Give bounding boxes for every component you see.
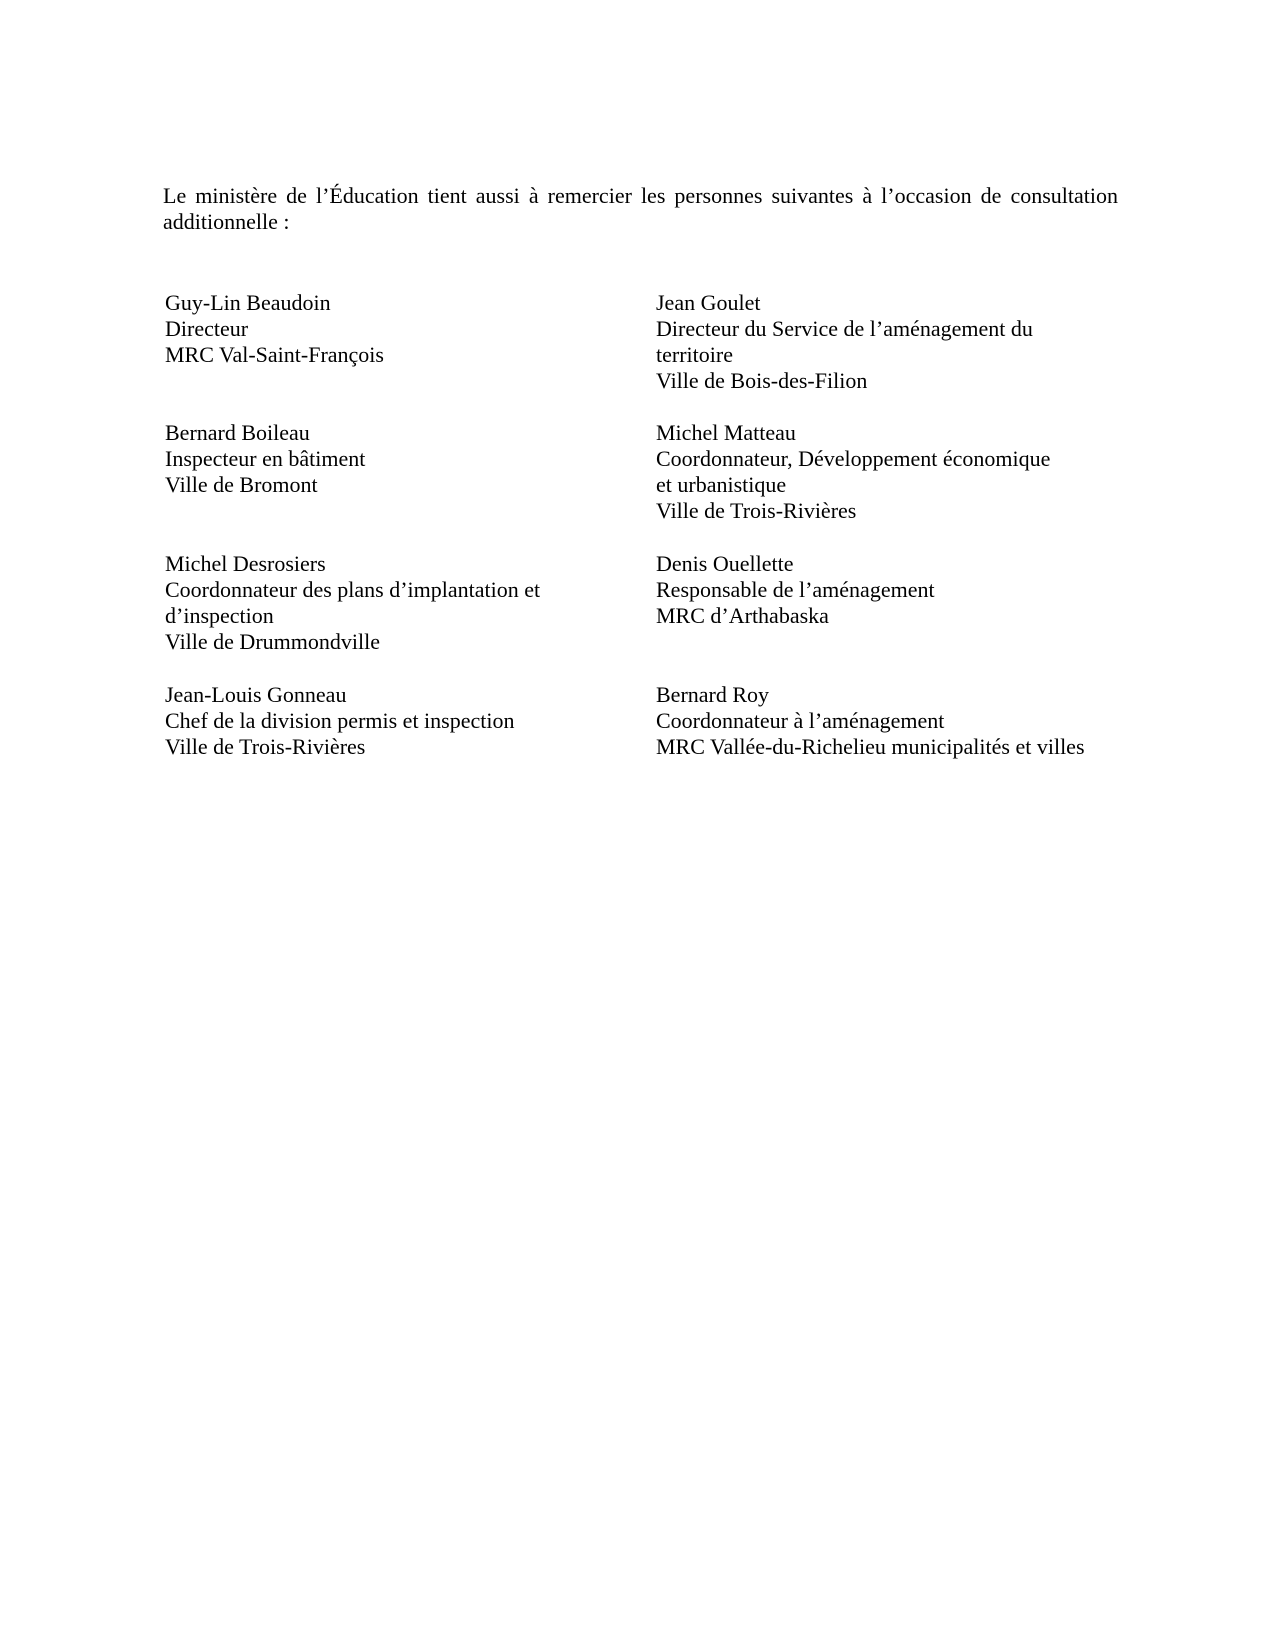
contact-title: Chef de la division permis et inspection — [165, 708, 515, 733]
contact-name: Jean-Louis Gonneau — [165, 682, 347, 707]
contact-block — [656, 420, 1126, 524]
contact-organization: MRC d’Arthabaska — [656, 603, 829, 628]
contact-block — [165, 682, 635, 760]
contact-name: Guy-Lin Beaudoin — [165, 290, 331, 315]
contact-organization: Ville de Bromont — [165, 472, 318, 497]
contact-title: Coordonnateur, Développement économique — [656, 446, 1051, 471]
contact-title: Inspecteur en bâtiment — [165, 446, 366, 471]
contact-organization: Ville de Bois-des-Filion — [656, 368, 868, 393]
contact-name: Bernard Boileau — [165, 420, 310, 445]
contact-name: Bernard Roy — [656, 682, 770, 707]
contact-block — [165, 551, 635, 655]
contact-title: d’inspection — [165, 603, 274, 628]
contact-block — [165, 420, 635, 498]
contact-title: Responsable de l’aménagement — [656, 577, 935, 602]
contact-organization: MRC Val-Saint-François — [165, 342, 384, 367]
contact-title: territoire — [656, 342, 733, 367]
intro-paragraph: Le ministère de l’Éducation tient aussi à remercier les personnes suivantes à l’occasion de consultation additionnelle : — [163, 183, 1118, 234]
contact-title: et urbanistique — [656, 472, 787, 497]
contact-organization: MRC Vallée-du-Richelieu municipalités et villes — [656, 734, 1085, 759]
contact-title: Coordonnateur à l’aménagement — [656, 708, 945, 733]
contact-block — [656, 551, 1126, 629]
contact-block — [656, 290, 1126, 394]
contact-organization: Ville de Drummondville — [165, 629, 380, 654]
contact-name: Michel Matteau — [656, 420, 796, 445]
contact-name: Denis Ouellette — [656, 551, 794, 576]
contact-title: Directeur du Service de l’aménagement du — [656, 316, 1033, 341]
contact-title: Directeur — [165, 316, 249, 341]
contact-block — [656, 682, 1126, 760]
contact-title: Coordonnateur des plans d’implantation et — [165, 577, 541, 602]
contact-name: Michel Desrosiers — [165, 551, 326, 576]
contact-block — [165, 290, 635, 368]
contact-name: Jean Goulet — [656, 290, 761, 315]
contact-organization: Ville de Trois-Rivières — [656, 498, 857, 523]
contact-organization: Ville de Trois-Rivières — [165, 734, 366, 759]
